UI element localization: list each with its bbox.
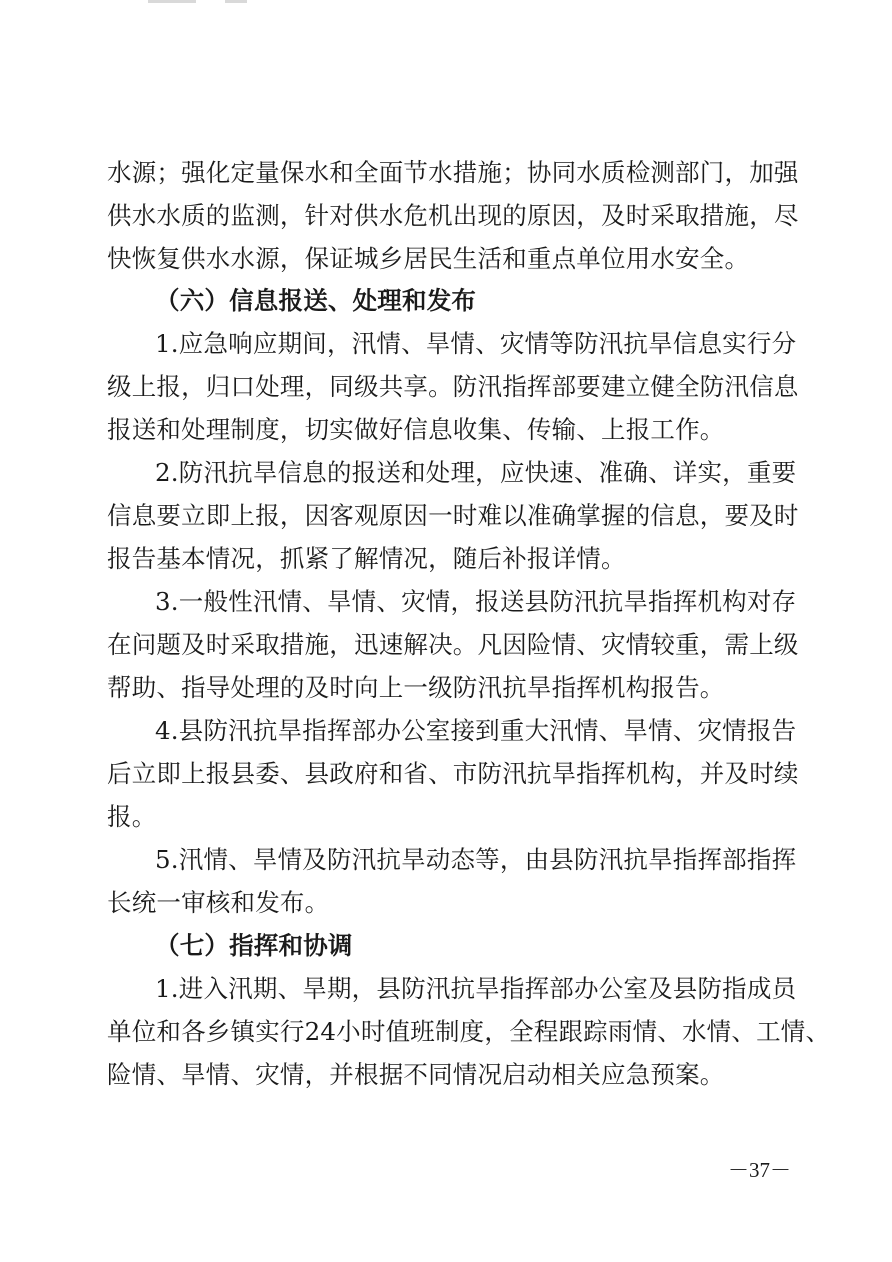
body-line: 1.应急响应期间，汛情、旱情、灾情等防汛抗旱信息实行分 <box>155 329 797 358</box>
body-line: 水源；强化定量保水和全面节水措施；协同水质检测部门，加强 <box>107 158 799 187</box>
body-line: 5.汛情、旱情及防汛抗旱动态等，由县防汛抗旱指挥部指挥 <box>155 845 797 874</box>
body-line: 级上报，归口处理，同级共享。防汛指挥部要建立健全防汛信息 <box>107 372 799 401</box>
body-line: 2.防汛抗旱信息的报送和处理，应快速、准确、详实，重要 <box>155 458 797 487</box>
section-heading: （七）指挥和协调 <box>155 931 353 960</box>
body-line: 险情、旱情、灾情，并根据不同情况启动相关应急预案。 <box>107 1060 725 1089</box>
body-line: 帮助、指导处理的及时向上一级防汛抗旱指挥机构报告。 <box>107 673 725 702</box>
body-line: 在问题及时采取措施，迅速解决。凡因险情、灾情较重，需上级 <box>107 630 799 659</box>
scan-artifact <box>148 0 196 3</box>
body-line: 3.一般性汛情、旱情、灾情，报送县防汛抗旱指挥机构对存 <box>155 587 797 616</box>
body-line: 报送和处理制度，切实做好信息收集、传输、上报工作。 <box>107 415 725 444</box>
scan-artifact <box>225 0 247 3</box>
body-line: 长统一审核和发布。 <box>107 888 330 917</box>
body-line: 单位和各乡镇实行24小时值班制度，全程跟踪雨情、水情、工情、 <box>107 1017 831 1046</box>
body-line: 供水水质的监测，针对供水危机出现的原因，及时采取措施，尽 <box>107 201 799 230</box>
body-line: 后立即上报县委、县政府和省、市防汛抗旱指挥机构，并及时续 <box>107 759 799 788</box>
body-line: 快恢复供水水源，保证城乡居民生活和重点单位用水安全。 <box>107 244 750 273</box>
body-line: 报。 <box>107 802 157 831</box>
body-line: 报告基本情况，抓紧了解情况，随后补报详情。 <box>107 544 626 573</box>
body-line: 4.县防汛抗旱指挥部办公室接到重大汛情、旱情、灾情报告 <box>155 716 797 745</box>
section-heading: （六）信息报送、处理和发布 <box>155 286 477 315</box>
body-line: 1.进入汛期、旱期，县防汛抗旱指挥部办公室及县防指成员 <box>155 974 797 1003</box>
body-line: 信息要立即上报，因客观原因一时难以准确掌握的信息，要及时 <box>107 501 799 530</box>
page-number: －37－ <box>728 1158 791 1182</box>
